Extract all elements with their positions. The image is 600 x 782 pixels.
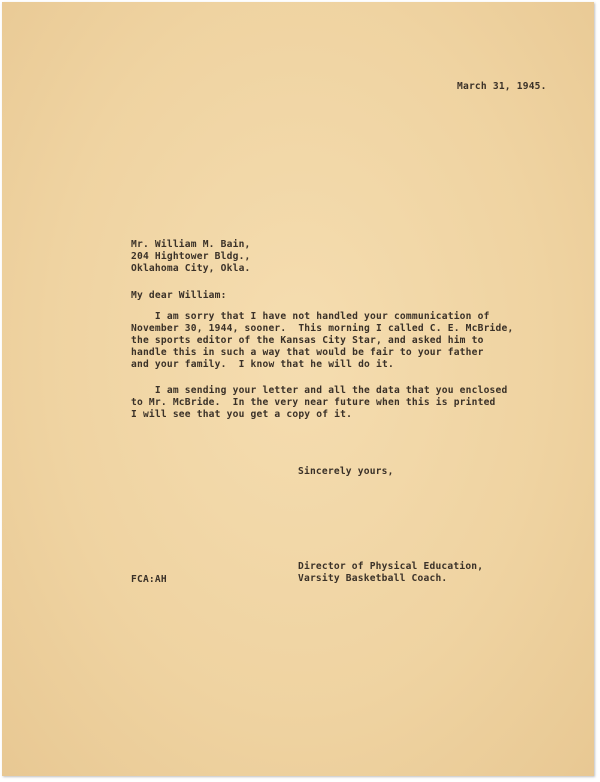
salutation: My dear William: (131, 290, 227, 301)
paragraph-line: I am sorry that I have not handled your communication of (131, 311, 490, 322)
body-paragraph-1 (131, 311, 513, 371)
body-paragraph-2 (131, 385, 507, 421)
paragraph-line: handle this in such a way that would be fair to your father (131, 347, 484, 358)
closing: Sincerely yours, (298, 466, 394, 477)
reference-initials: FCA:AH (131, 574, 167, 585)
address-line: Mr. William M. Bain, (131, 239, 251, 250)
letter-page (2, 2, 594, 776)
signature-line: Director of Physical Education, (298, 561, 484, 572)
paragraph-line: to Mr. McBride. In the very near future when this is printed (131, 397, 496, 408)
address-line: Oklahoma City, Okla. (131, 263, 251, 274)
paragraph-line: I will see that you get a copy of it. (131, 409, 353, 420)
signature-block (298, 561, 483, 585)
signature-line: Varsity Basketball Coach. (298, 573, 448, 584)
letter-date: March 31, 1945. (457, 81, 547, 92)
paragraph-line: November 30, 1944, sooner. This morning I called C. E. McBride, (131, 323, 514, 334)
address-line: 204 Hightower Bldg., (131, 251, 251, 262)
recipient-address (131, 239, 251, 275)
paragraph-line: I am sending your letter and all the data that you enclosed (131, 385, 508, 396)
paragraph-line: the sports editor of the Kansas City Star, and asked him to (131, 335, 484, 346)
paragraph-line: and your family. I know that he will do it. (131, 359, 394, 370)
